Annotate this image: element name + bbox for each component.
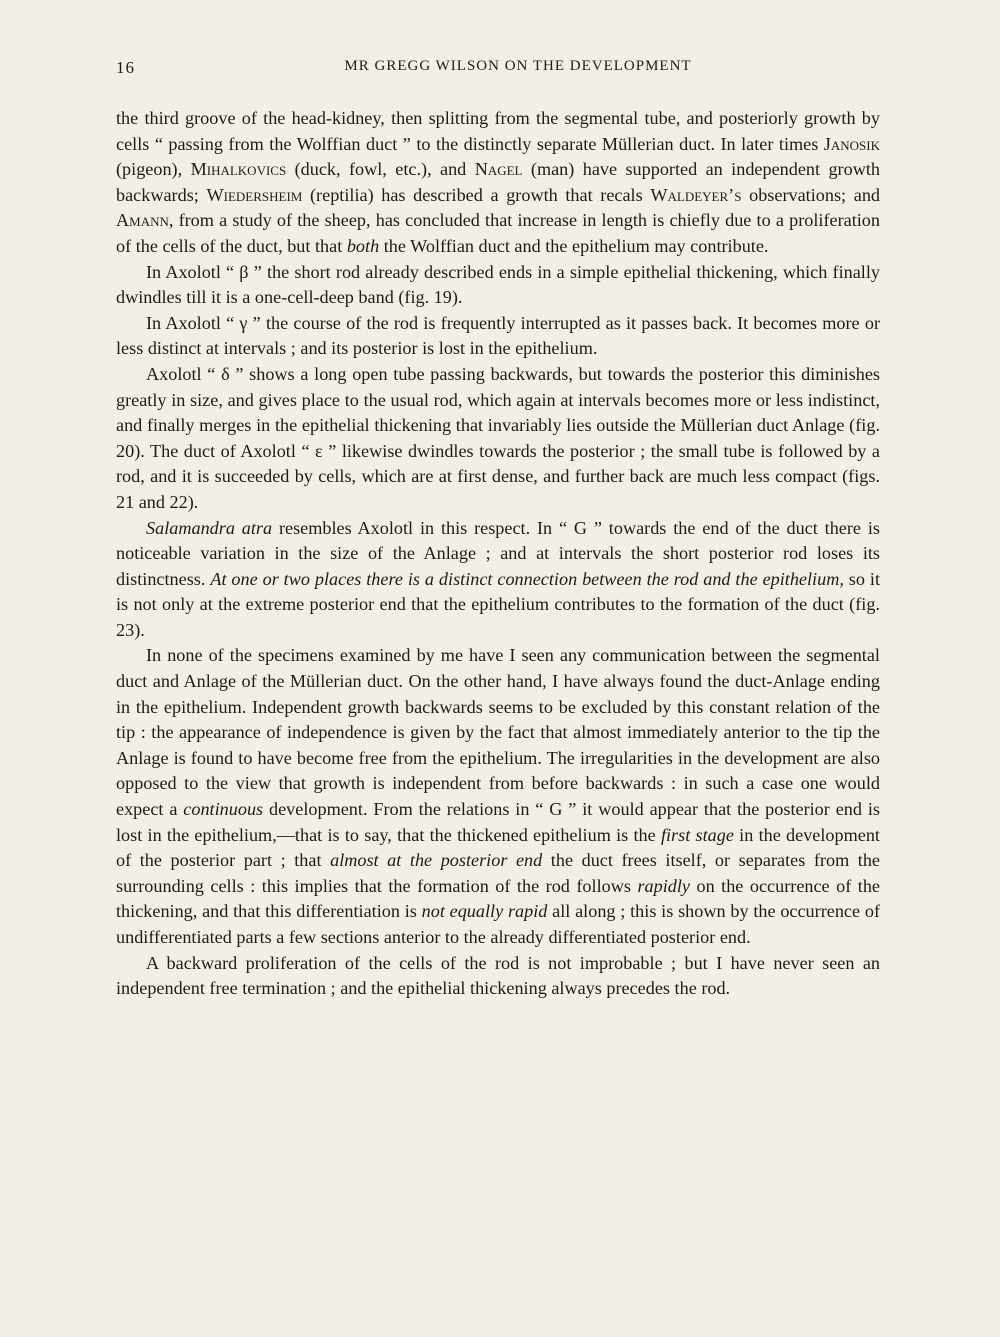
emphasis-text: first stage [660, 824, 734, 845]
emphasis-text: almost at the posterior end [330, 850, 543, 871]
emphasis-text: At one or two places there is a distinct connection between the rod and the epithelium, [210, 568, 844, 589]
paragraph [116, 516, 880, 644]
text-run: , from a study of the sheep, has concluded that increase in length is chiefly due to a proliferation of the cells of the duct, but that [116, 210, 880, 256]
text-run: In Axolotl “ β ” the short rod already described ends in a simple epithelial thickening, which finally dwindles till it is a one-cell-deep band (fig. 19). [116, 261, 880, 308]
text-run: in the development of the posterior part ; that [116, 824, 880, 871]
emphasis-text: both [346, 235, 380, 256]
emphasis-text: rapidly [637, 875, 690, 896]
text-run: the duct frees itself, or separates from the surrounding cells : this implies that the formation of the rod follows [116, 850, 881, 896]
text-run: Axolotl “ δ ” shows a long open tube passing backwards, but towards the posterior this diminishes greatly in size, and gives place to the usual rod, which again at intervals becomes more or less indistinct, and finally merges in the epithelial thickening that invariably lies outside the Müllerian duct Anlage (fig. 20). The duct of Axolotl “ ε ” likewise dwindles towards the posterior ; the small tube is followed by a rod, and it is succeeded by cells, which are at first dense, and further back are much less compact (figs. 21 and 22). [116, 363, 880, 512]
text-run: In none of the specimens examined by me have I seen any communication between the segmental duct and Anlage of the Müllerian duct. On the other hand, I have always found the duct-Anlage ending in the epithelium. Independent growth backwards seems to be excluded by this constant relation of the tip : the appearance of independence is given by the fact that almost immediately anterior to the tip the Anlage is found to have become free from the epithelium. The irregularities in the development are also opposed to the view that growth is independent from before backwards : in such a case one would expect a [116, 645, 880, 820]
text-run: (man) have supported an independent growth backwards; [116, 159, 880, 205]
text-run: on the occurrence of the thickening, and that this differentiation is [116, 875, 880, 922]
text-run: A backward proliferation of the cells of the rod is not improbable ; but I have never seen an independent free termination ; and the epithelial thickening always precedes the rod. [116, 952, 880, 999]
paragraph [116, 106, 880, 260]
author-name: Wiedersheim [206, 184, 303, 205]
emphasis-text: Salamandra atra [146, 517, 273, 538]
text-run: so it is not only at the extreme posterior end that the epithelium contributes to the formation of the duct (fig. 23). [116, 568, 880, 640]
paragraph [116, 643, 880, 950]
text-run: resembles Axolotl in this respect. In “ G ” towards the end of the duct there is noticeable variation in the size of the Anlage ; and at intervals the short posterior rod loses its distinctness. [116, 517, 880, 589]
author-name: Amann [116, 210, 169, 231]
paragraph [116, 951, 880, 1002]
paragraph [116, 311, 880, 362]
author-name: Janosik [823, 133, 880, 154]
author-name: Mihalkovics [190, 159, 287, 180]
text-run: (reptilia) has described a growth that recals [302, 184, 651, 205]
text-run: (pigeon), [116, 159, 191, 180]
running-title: MR GREGG WILSON ON THE DEVELOPMENT [344, 58, 692, 74]
emphasis-text: continuous [183, 799, 264, 820]
emphasis-text: not equally rapid [421, 901, 548, 922]
text-run: In Axolotl “ γ ” the course of the rod is frequently interrupted as it passes back. It becomes more or less distinct at intervals ; and its posterior is lost in the epithelium. [116, 312, 880, 359]
text-run: (duck, fowl, etc.), and [286, 159, 475, 180]
paragraph [116, 260, 880, 311]
text-run: all along ; this is shown by the occurrence of undifferentiated parts a few sections anterior to the already differentiated posterior end. [116, 901, 880, 947]
author-name: Waldeyer’s [650, 184, 742, 205]
paragraph [116, 362, 880, 516]
author-name: Nagel [474, 159, 523, 180]
text-run: the Wolffian duct and the epithelium may contribute. [379, 235, 769, 256]
text-run: the third groove of the head-kidney, then splitting from the segmental tube, and posteriorly growth by cells “ passing from the Wolffian duct ” to the distinctly separate Müllerian duct. In later times [116, 108, 880, 154]
body-text [116, 106, 880, 1002]
running-header [116, 58, 880, 75]
text-run: development. From the relations in “ G ” it would appear that the posterior end is lost in the epithelium,—that is to say, that the thickened epithelium is the [116, 799, 880, 845]
text-run: observations; and [741, 184, 881, 205]
page-number: 16 [116, 58, 135, 77]
